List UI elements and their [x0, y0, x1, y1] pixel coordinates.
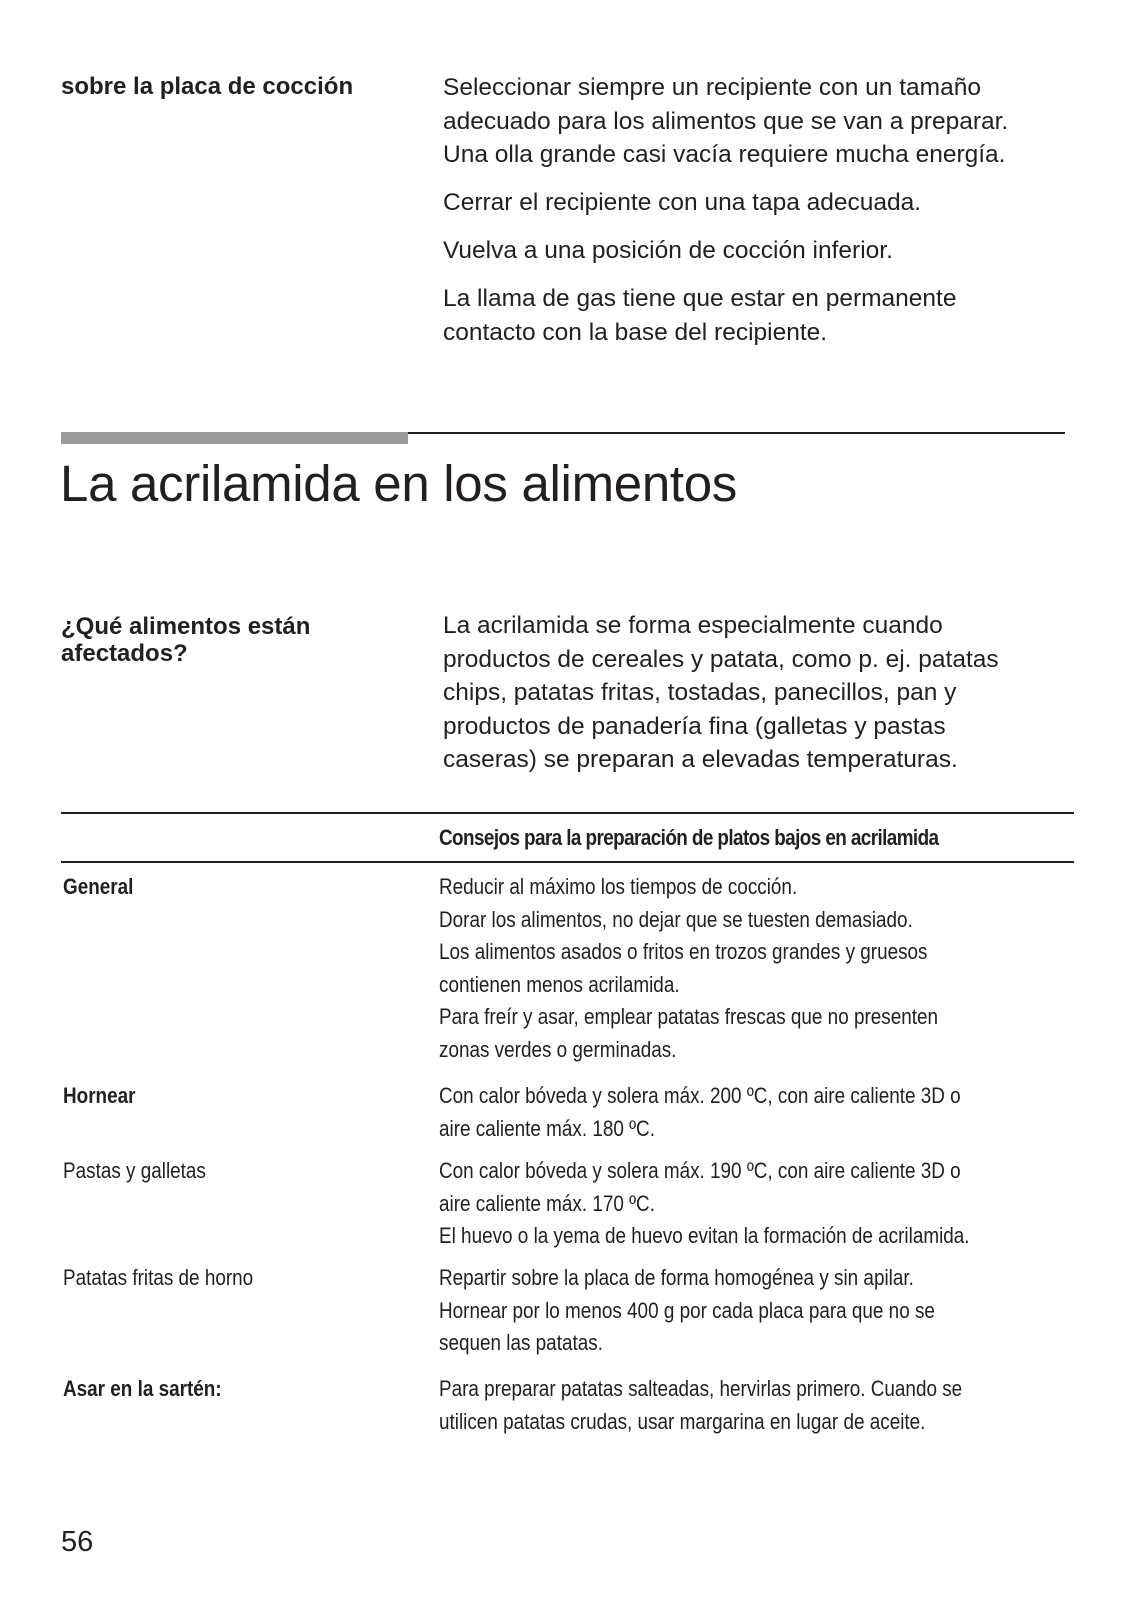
text-line: contienen menos acrilamida.	[439, 971, 680, 997]
text-line: Dorar los alimentos, no dejar que se tuesten demasiado.	[439, 906, 913, 932]
text-line: Reducir al máximo los tiempos de cocción.	[439, 874, 798, 899]
text-line: adecuado para los alimentos que se van a preparar.	[443, 107, 1009, 135]
text-line: aire caliente máx. 170 ºC.	[439, 1190, 655, 1216]
text-line: Para freír y asar, emplear patatas frescas que no presenten	[439, 1004, 939, 1029]
table-row-label-sarten: Asar en la sartén:	[63, 1376, 222, 1401]
text-line: sequen las patatas.	[439, 1330, 603, 1355]
table-row-label-general: General	[63, 874, 134, 899]
text-line: aire caliente máx. 180 ºC.	[439, 1115, 655, 1141]
section-title: La acrilamida en los alimentos	[60, 455, 738, 512]
paragraph-lid	[443, 186, 1103, 220]
table-header: Consejos para la preparación de platos bajos en acrilamida	[439, 825, 939, 850]
paragraph-gas-flame	[443, 282, 1103, 349]
table-row-text-sarten	[439, 1373, 962, 1438]
text-line: Con calor bóveda y solera máx. 200 ºC, con aire caliente 3D o	[439, 1083, 961, 1108]
text-line: caseras) se preparan a elevadas temperaturas.	[443, 746, 958, 773]
text-line: utilicen patatas crudas, usar margarina en lugar de aceite.	[439, 1408, 926, 1434]
text-line: Seleccionar siempre un recipiente con un tamaño	[443, 74, 981, 101]
text-line: Hornear por lo menos 400 g por cada placa para que no se	[439, 1297, 935, 1323]
text-line: La llama de gas tiene que estar en permanente	[443, 285, 957, 312]
text-line: Con calor bóveda y solera máx. 190 ºC, con aire caliente 3D o	[439, 1158, 961, 1183]
text-line: chips, patatas fritas, tostadas, panecillos, pan y	[443, 679, 957, 706]
paragraph-vessel-size	[443, 71, 1103, 172]
table-header-rule	[61, 861, 1074, 863]
text-line: Repartir sobre la placa de forma homogénea y sin apilar.	[439, 1265, 914, 1290]
text-line: Para preparar patatas salteadas, hervirlas primero. Cuando se	[439, 1376, 963, 1401]
table-row-text-pastas	[439, 1155, 970, 1253]
text-line: productos de panadería fina (galletas y pastas	[443, 712, 946, 740]
text-line: zonas verdes o germinadas.	[439, 1036, 677, 1062]
table-row-text-general	[439, 871, 938, 1066]
question-label: ¿Qué alimentos están afectados?	[61, 613, 311, 667]
page-number: 56	[61, 1526, 94, 1558]
paragraph-lower-setting	[443, 234, 1103, 268]
text-line: Cerrar el recipiente con una tapa adecuada.	[443, 189, 922, 216]
table-top-rule	[61, 812, 1074, 814]
text-line: contacto con la base del recipiente.	[443, 318, 828, 346]
table-row-text-patatas	[439, 1262, 935, 1360]
table-row-text-hornear	[439, 1080, 961, 1145]
text-line: El huevo o la yema de huevo evitan la formación de acrilamida.	[439, 1223, 970, 1248]
table-row-label-patatas: Patatas fritas de horno	[63, 1265, 254, 1290]
text-line: Los alimentos asados o fritos en trozos grandes y gruesos	[439, 939, 928, 964]
section-label-cooktop: sobre la placa de cocción	[61, 73, 354, 100]
text-line: Vuelva a una posición de cocción inferior.	[443, 237, 893, 264]
text-line: Una olla grande casi vacía requiere mucha energía.	[443, 141, 1006, 168]
text-line: productos de cereales y patata, como p. ej. patatas	[443, 645, 999, 673]
question-answer	[443, 609, 1103, 777]
text-line: La acrilamida se forma especialmente cuando	[443, 612, 943, 639]
section-divider-accent	[61, 432, 408, 444]
table-row-label-hornear: Hornear	[63, 1083, 136, 1108]
table-row-label-pastas: Pastas y galletas	[63, 1158, 206, 1183]
